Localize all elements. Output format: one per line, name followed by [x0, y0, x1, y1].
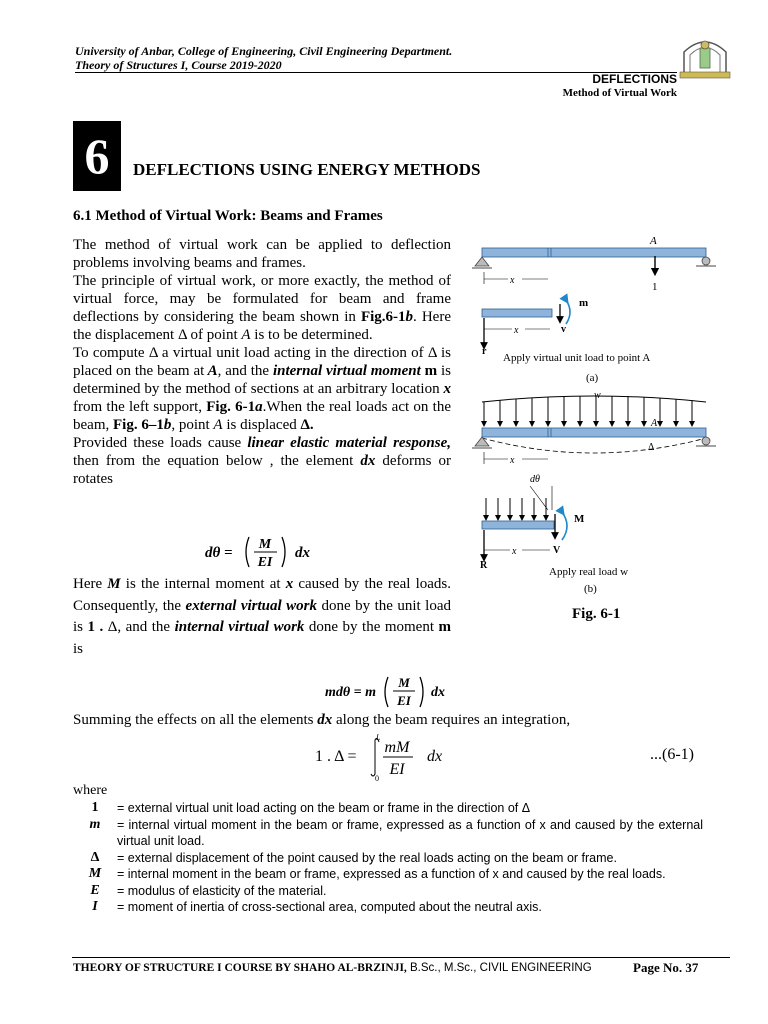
- pin-support-icon: [472, 257, 492, 268]
- fig-label-1: 1: [652, 281, 658, 293]
- equation-mdtheta: [325, 672, 455, 712]
- fig-label-M: M: [574, 513, 585, 525]
- equation-6-1: [315, 734, 455, 782]
- definition-row: [73, 866, 703, 883]
- paragraph-compute: To compute Δ a virtual unit load acting in the direction of Δ is placed on the beam at A, and the internal virtual moment m is determined by the method of sections at an arbitrary location x from the left support, Fig. 6-1a.When the real loads act on the beam, Fig. 6–1b, point A is displaced Δ.: [73, 345, 452, 433]
- definition-text: = internal moment in the beam or frame, expressed as a function of x and caused by the real loads.: [117, 867, 666, 881]
- section-title: 6.1 Method of Virtual Work: Beams and Frames: [73, 208, 383, 224]
- definition-symbol: 1: [91, 800, 99, 815]
- moment-M-arrow-icon: [562, 512, 567, 540]
- fig-label-x-b1: x: [510, 455, 515, 466]
- footer-rule: [72, 957, 730, 958]
- definition-row: [73, 850, 703, 867]
- roller-support-icon: [696, 257, 716, 266]
- definition-symbol: M: [88, 866, 102, 881]
- body-text-2: [73, 574, 451, 660]
- footer-credit: THEORY OF STRUCTURE I COURSE BY SHAHO AL-BRZINJI, B.Sc., M.Sc., CIVIL ENGINEERING: [73, 962, 592, 974]
- deflected-shape: [482, 438, 706, 453]
- chapter-title: DEFLECTIONS USING ENERGY METHODS: [133, 160, 481, 179]
- fig-label-r: r: [482, 346, 487, 357]
- fig-label-x-b2: x: [512, 546, 517, 557]
- eq3-numerator: mM: [384, 739, 410, 756]
- definition-row: [73, 883, 703, 900]
- paragraph-provided: Provided these loads cause linear elastic material response, then from the equation below , the element dx deforms or rotates: [73, 435, 451, 487]
- pin-support-b-icon: [472, 437, 492, 448]
- eq1-tail: dx: [295, 545, 310, 561]
- eq2-numerator: M: [398, 675, 410, 690]
- chapter-number: 6: [73, 121, 121, 191]
- fig-label-m: m: [579, 297, 589, 309]
- paragraph-intro: The method of virtual work can be applied to deflection problems involving beams and frames.: [73, 237, 451, 271]
- caption-a: (a): [586, 372, 599, 384]
- caption-a-text: Apply virtual unit load to point A: [503, 352, 651, 364]
- header-topic: DEFLECTIONS: [592, 72, 677, 86]
- eq1-numerator: M: [258, 537, 272, 552]
- caption-b-text: Apply real load w: [549, 566, 629, 578]
- definition-symbol: m: [89, 816, 101, 832]
- fig-label-R: R: [480, 560, 488, 571]
- eq3-upper-limit: L: [376, 734, 381, 742]
- paragraph-principle: The principle of virtual work, or more exactly, the method of virtual force, may be formulated for beam and frame deflections by considering the beam shown in Fig.6-1b. Here the displacement Δ of point A is to be determined.: [73, 273, 451, 343]
- definition-symbol: I: [92, 899, 98, 914]
- eq2-lhs: mdθ = m: [325, 685, 377, 700]
- eq2-denominator: EI: [397, 693, 411, 708]
- fig-label-x-a2: x: [514, 325, 519, 336]
- fig-label-dtheta: dθ: [530, 474, 540, 485]
- roller-support-b-icon: [696, 437, 716, 446]
- eq3-tail: dx: [427, 748, 443, 765]
- eq3-lhs: 1 . Δ =: [315, 748, 357, 765]
- paragraph-internal-moment: Here M is the internal moment at x caused by the real loads. Consequently, the external virtual work done by the unit load is 1 . Δ, and the internal virtual work done by the moment m is: [73, 576, 452, 657]
- fig-label-delta: Δ: [648, 442, 655, 453]
- where-label: where: [73, 783, 108, 798]
- fig-label-V: V: [553, 545, 561, 556]
- eq1-lhs: dθ =: [205, 545, 233, 561]
- fig-label-v: v: [561, 324, 566, 335]
- equation-number: ...(6-1): [650, 746, 694, 763]
- definition-symbol: E: [90, 882, 100, 898]
- definition-text: = external displacement of the point caused by the real loads acting on the beam or frame.: [117, 850, 617, 865]
- body-text: [73, 236, 451, 488]
- definition-text: = moment of inertia of cross-sectional area, computed about the neutral axis.: [117, 900, 542, 914]
- eq3-denominator: EI: [389, 761, 405, 778]
- definition-text: = external virtual unit load acting on the beam or frame in the direction of Δ: [117, 801, 531, 815]
- definition-row: [73, 817, 703, 850]
- definition-text: = modulus of elasticity of the material.: [117, 883, 327, 898]
- moment-m-arrow-icon: [566, 300, 570, 324]
- fig-label-w: w: [594, 390, 601, 401]
- distributed-load-arrows: [484, 396, 692, 424]
- beam-b: [482, 428, 706, 437]
- eq3-lower-limit: 0: [375, 774, 379, 782]
- figure-caption: Fig. 6-1: [572, 606, 621, 622]
- equation-dtheta: [205, 531, 335, 573]
- header-subtopic: Method of Virtual Work: [562, 87, 677, 99]
- beam-a: [482, 248, 706, 257]
- definitions-list: [73, 800, 703, 916]
- eq1-denominator: EI: [257, 555, 273, 570]
- header-rule: [75, 72, 677, 73]
- figure-6-1: [470, 228, 720, 608]
- header-course: Theory of Structures I, Course 2019-2020: [75, 58, 282, 72]
- definition-symbol: Δ: [90, 849, 100, 865]
- section-b-load-arrows: [486, 498, 546, 518]
- definition-row: [73, 800, 703, 817]
- header-institution: University of Anbar, College of Engineering, Civil Engineering Department.: [75, 44, 453, 58]
- eq2-tail: dx: [431, 685, 445, 700]
- section-a: [482, 309, 552, 317]
- definition-row: [73, 899, 703, 916]
- fig-label-A-b: A: [651, 418, 658, 429]
- definition-text: = internal virtual moment in the beam or frame, expressed as a function of x and caused by the external virtual unit load.: [117, 817, 703, 848]
- fig-label-x-a1: x: [510, 275, 515, 286]
- page-number: Page No. 37: [633, 960, 699, 975]
- fig-label-A: A: [650, 235, 657, 247]
- section-b: [482, 521, 554, 529]
- caption-b: (b): [584, 583, 597, 595]
- college-logo-icon: [676, 30, 734, 80]
- summing-sentence: Summing the effects on all the elements dx along the beam requires an integration,: [73, 712, 571, 728]
